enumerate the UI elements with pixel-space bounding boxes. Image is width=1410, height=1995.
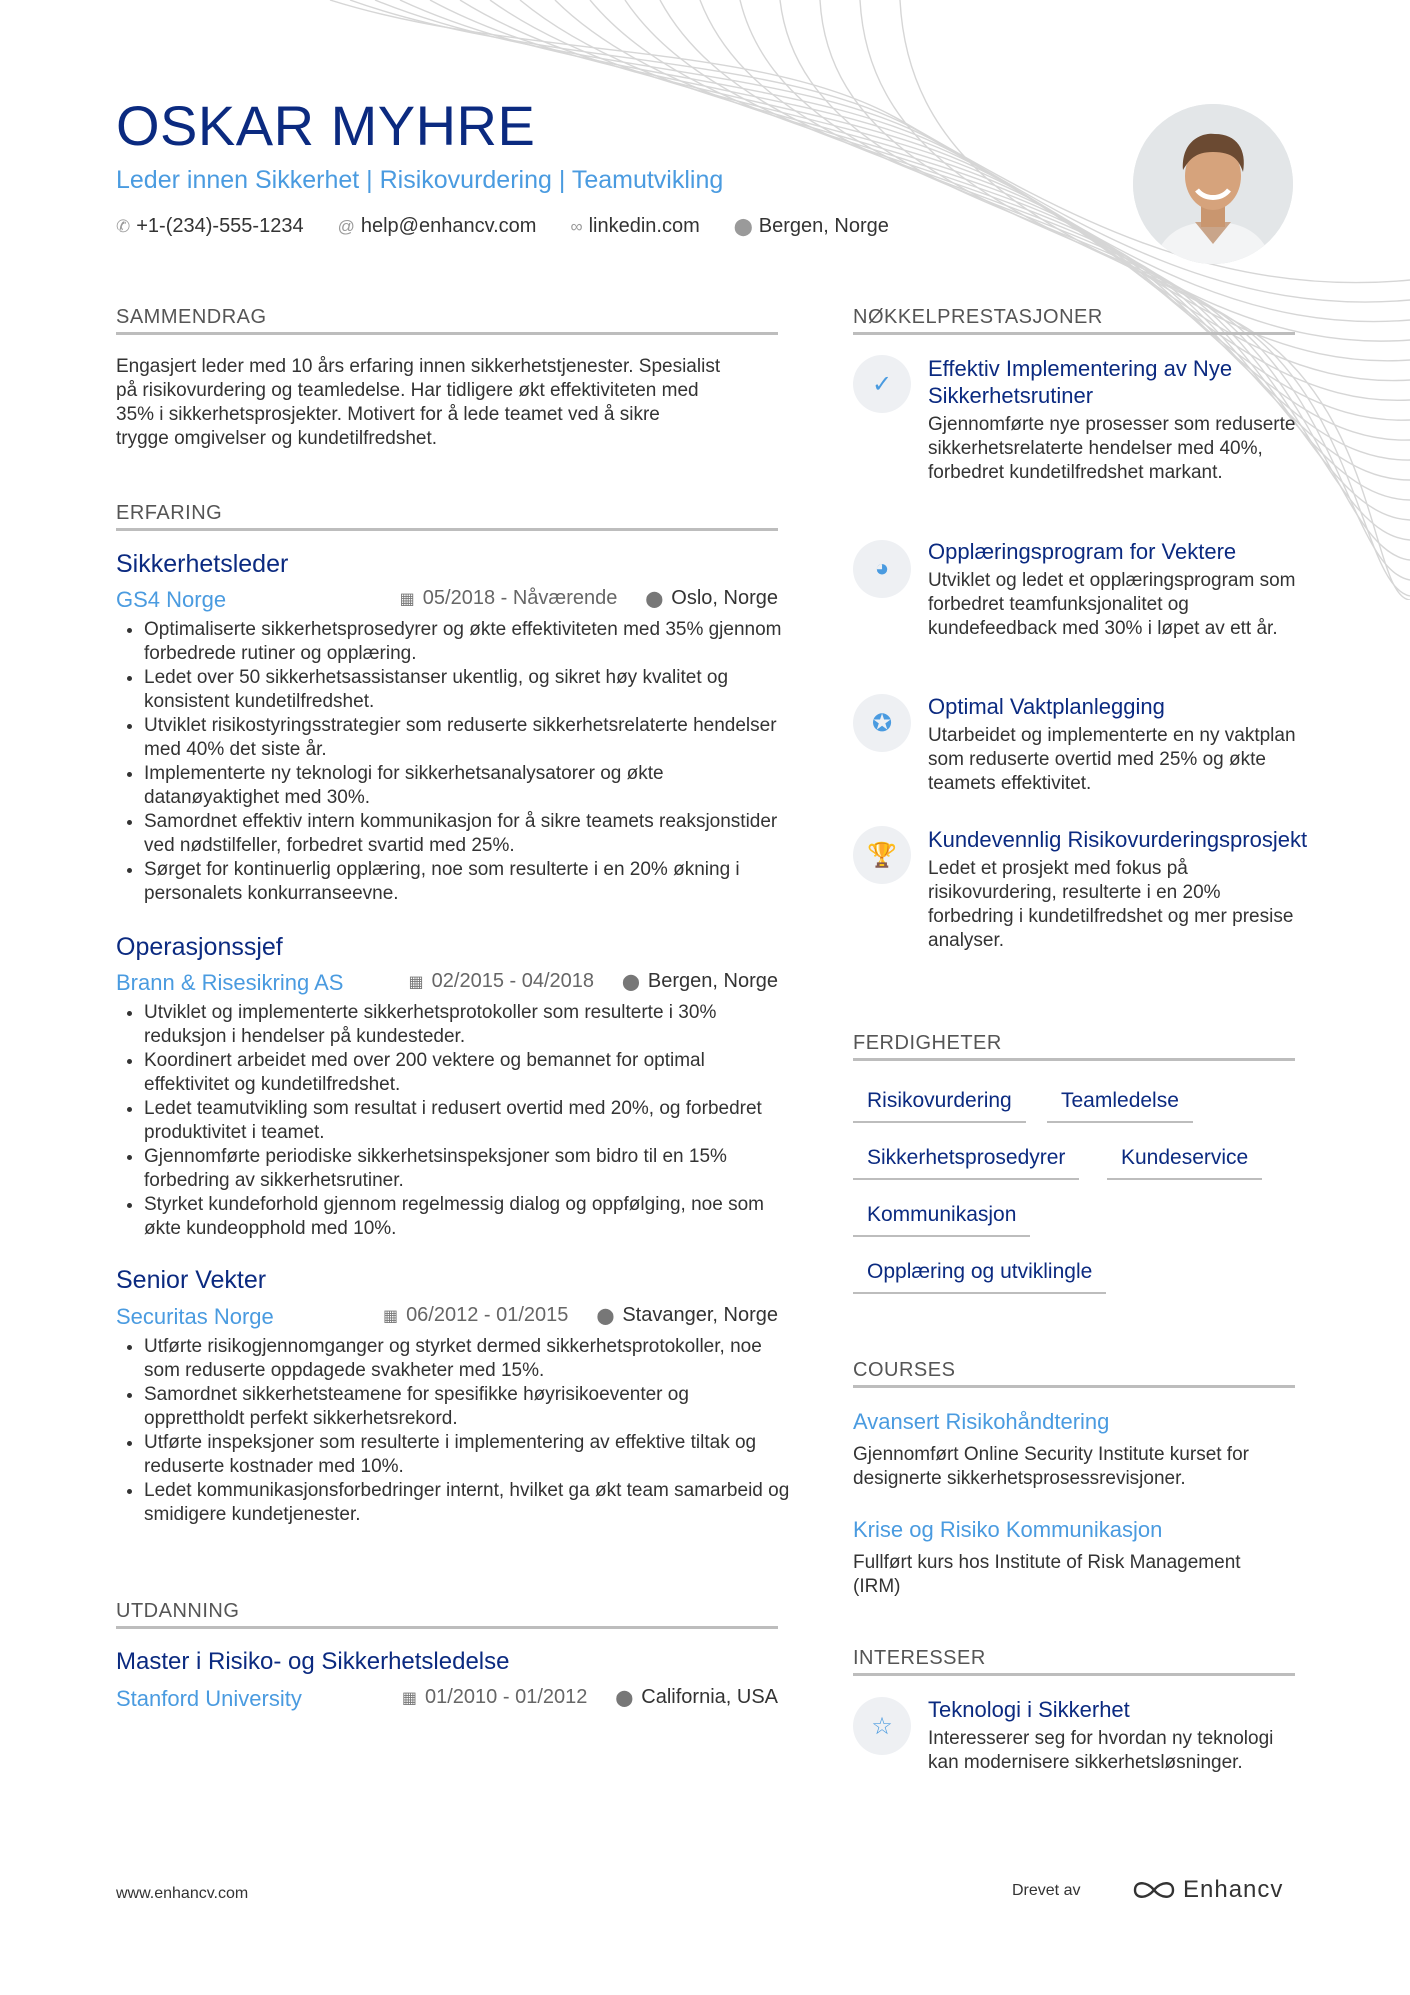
list-item: • Gjennomførte periodiske sikkerhetsinspeksjoner som bidro til en 15% forbedring av sikkerhetsrutiner. [144, 1145, 794, 1193]
achievement-title: Kundevennlig Risikovurderingsprosjekt [928, 827, 1308, 852]
job-company: Securitas Norge [116, 1304, 274, 1329]
interest-desc: Interesserer seg for hvordan ny teknologi kan modernisere sikkerhetsløsninger. [928, 1728, 1274, 1773]
list-item: • Styrket kundeforhold gjennom regelmessig dialog og oppfølging, noe som økte kundeopphold med 10%. [144, 1193, 794, 1241]
location-pin-icon: ⬤ [733, 217, 753, 236]
job-meta: ▦ 05/2018 - Nåværende ⬤ Oslo, Norge [399, 587, 778, 609]
list-item: • Utviklet og implementerte sikkerhetsprotokoller som resulterte i 30% reduksjon i hendelser på kundesteder. [144, 1001, 794, 1049]
location-pin-icon: ⬤ [645, 590, 664, 608]
summary-divider [116, 332, 778, 335]
interest-item [928, 1696, 1308, 1775]
list-item: • Koordinert arbeidet med over 200 vektere og bemannet for optimal effektivitet og kundetilfredshet. [144, 1049, 794, 1097]
achievement-desc: Gjennomførte nye prosesser som reduserte sikkerhetsrelaterte hendelser med 40%, forbedret kundetilfredshet markant. [928, 414, 1296, 483]
job-title: Senior Vekter [116, 1266, 267, 1294]
list-item: • Utførte inspeksjoner som resulterte i implementering av effektive tiltak og reduserte kostnader med 10%. [144, 1431, 794, 1479]
school-name: Stanford University [116, 1686, 302, 1711]
education-divider [116, 1626, 778, 1629]
list-item: • Samordnet effektiv intern kommunikasjon for å sikre teamets reaksjonstider ved nødstilfeller, forbedret svartid med 25%. [144, 810, 794, 858]
interest-title: Teknologi i Sikkerhet [928, 1697, 1130, 1722]
degree-title: Master i Risiko- og Sikkerhetsledelse [116, 1648, 510, 1675]
contact-location: ⬤ Bergen, Norge [733, 215, 889, 237]
experience-divider [116, 528, 778, 531]
achievement-title: Effektiv Implementering av Nye Sikkerhetsrutiner [928, 356, 1233, 408]
achievement-desc: Ledet et prosjekt med fokus på risikovurdering, resulterte i en 20% forbedring i kundetilfredshet og mer presise analyser. [928, 858, 1294, 951]
location-pin-icon: ⬤ [622, 973, 640, 991]
education-heading: UTDANNING [116, 1600, 240, 1622]
check-icon: ✓ [853, 355, 911, 413]
job-meta: ▦ 02/2015 - 04/2018 ⬤ Bergen, Norge [408, 970, 778, 992]
achievement-desc: Utarbeidet og implementerte en ny vaktplan som reduserte overtid med 25% og økte teamets effektivitet. [928, 725, 1296, 794]
list-item: • Ledet over 50 sikkerhetsassistanser ukentlig, og sikret høy kvalitet og konsistent kundetilfredshet. [144, 666, 794, 714]
achievement-item [928, 355, 1308, 485]
summary-text: Engasjert leder med 10 års erfaring innen sikkerhetstjenester. Spesialist på risikovurdering og teamledelse. Har tidligere økt effektiviteten med 35% i sikkerhetsprosjekter. Motivert for å lede teamet ved å sikre trygge omgivelser og kundetilfredshet. [116, 356, 721, 449]
summary-heading: SAMMENDRAG [116, 306, 267, 328]
footer-url[interactable]: www.enhancv.com [116, 1885, 249, 1902]
enhancv-logo-icon [1131, 1877, 1177, 1903]
achievement-title: Opplæringsprogram for Vektere [928, 539, 1237, 564]
calendar-icon: ▦ [408, 973, 424, 991]
list-item: • Utførte risikogjennomganger og styrket dermed sikkerhetsprotokoller, noe som reduserte oppdagede svakheter med 15%. [144, 1335, 794, 1383]
experience-heading: ERFARING [116, 502, 223, 524]
course-desc: Fullført kurs hos Institute of Risk Management (IRM) [853, 1552, 1241, 1597]
contact-linkedin[interactable]: ∞ linkedin.com [570, 215, 700, 237]
calendar-icon: ▦ [399, 590, 415, 608]
star-icon: ☆ [853, 1697, 911, 1755]
link-icon: ∞ [570, 217, 583, 236]
skill-tag: Kommunikasjon [853, 1203, 1030, 1237]
job-title: Operasjonssjef [116, 933, 283, 961]
course-desc: Gjennomført Online Security Institute kurset for designerte sikkerhetsprosessrevisjoner. [853, 1444, 1249, 1489]
achievements-divider [853, 332, 1295, 335]
candidate-name: OSKAR MYHRE [116, 94, 536, 157]
achievement-title: Optimal Vaktplanlegging [928, 694, 1165, 719]
job-meta: ▦ 06/2012 - 01/2015 ⬤ Stavanger, Norge [382, 1304, 778, 1326]
avatar [1133, 104, 1293, 264]
calendar-icon: ▦ [382, 1307, 399, 1325]
courses-divider [853, 1385, 1295, 1388]
skills-divider [853, 1058, 1295, 1061]
contact-phone[interactable]: ✆ +1-(234)-555-1234 [116, 215, 304, 237]
phone-icon: ✆ [116, 217, 131, 236]
list-item: • Implementerte ny teknologi for sikkerhetsanalysatorer og økte datanøyaktighet med 30%. [144, 762, 794, 810]
skill-tag: Teamledelse [1047, 1089, 1193, 1123]
calendar-icon: ▦ [401, 1689, 417, 1707]
skill-tag: Kundeservice [1107, 1146, 1262, 1180]
job-company: GS4 Norge [116, 587, 227, 612]
course-title: Krise og Risiko Kommunikasjon [853, 1517, 1163, 1542]
job-title: Sikkerhetsleder [116, 550, 289, 578]
course-title: Avansert Risikohåndtering [853, 1409, 1110, 1434]
trophy-icon: 🏆 [853, 826, 911, 884]
head-icon: ◕ [853, 540, 911, 598]
skill-tag: Sikkerhetsprosedyrer [853, 1146, 1079, 1180]
skill-tag: Opplæring og utviklingle [853, 1260, 1106, 1294]
contact-row [116, 215, 889, 238]
job-bullets [116, 1335, 794, 1527]
achievement-item [928, 538, 1308, 641]
at-icon: @ [337, 217, 355, 236]
candidate-tagline: Leder innen Sikkerhet | Risikovurdering | Teamutvikling [116, 166, 724, 194]
skill-tag: Risikovurdering [853, 1089, 1026, 1123]
list-item: • Ledet kommunikasjonsforbedringer internt, hvilket ga økt team samarbeid og smidigere kundetjenester. [144, 1479, 794, 1527]
powered-by-label: Drevet av [1012, 1882, 1081, 1899]
job-company: Brann & Risesikring AS [116, 970, 344, 995]
contact-email[interactable]: @ help@enhancv.com [337, 215, 537, 237]
achievements-heading: NØKKELPRESTASJONER [853, 306, 1103, 328]
list-item: • Ledet teamutvikling som resultat i redusert overtid med 20%, og forbedret produktivitet i teamet. [144, 1097, 794, 1145]
list-item: • Utviklet risikostyringsstrategier som reduserte sikkerhetsrelaterte hendelser med 40% det siste år. [144, 714, 794, 762]
brand-logo[interactable]: Enhancv [1131, 1876, 1283, 1904]
location-pin-icon: ⬤ [615, 1689, 634, 1707]
interests-heading: INTERESSER [853, 1647, 986, 1669]
courses-heading: COURSES [853, 1359, 956, 1381]
job-bullets [116, 618, 794, 906]
location-pin-icon: ⬤ [596, 1307, 615, 1325]
job-bullets [116, 1001, 794, 1241]
list-item: • Optimaliserte sikkerhetsprosedyrer og økte effektiviteten med 35% gjennom forbedrede rutiner og opplæring. [144, 618, 794, 666]
medal-icon: ✪ [853, 694, 911, 752]
skills-heading: FERDIGHETER [853, 1032, 1002, 1054]
achievement-item [928, 826, 1308, 953]
list-item: • Sørget for kontinuerlig opplæring, noe som resulterte i en 20% økning i personalets konkurranseevne. [144, 858, 794, 906]
achievement-item [928, 693, 1308, 796]
education-meta: ▦ 01/2010 - 01/2012 ⬤ California, USA [401, 1686, 778, 1708]
achievement-desc: Utviklet og ledet et opplæringsprogram som forbedret teamfunksjonalitet og kundefeedback med 30% i løpet av ett år. [928, 570, 1296, 639]
interests-divider [853, 1673, 1295, 1676]
list-item: • Samordnet sikkerhetsteamene for spesifikke høyrisikoeventer og opprettholdt perfekt sikkerhetsrekord. [144, 1383, 794, 1431]
